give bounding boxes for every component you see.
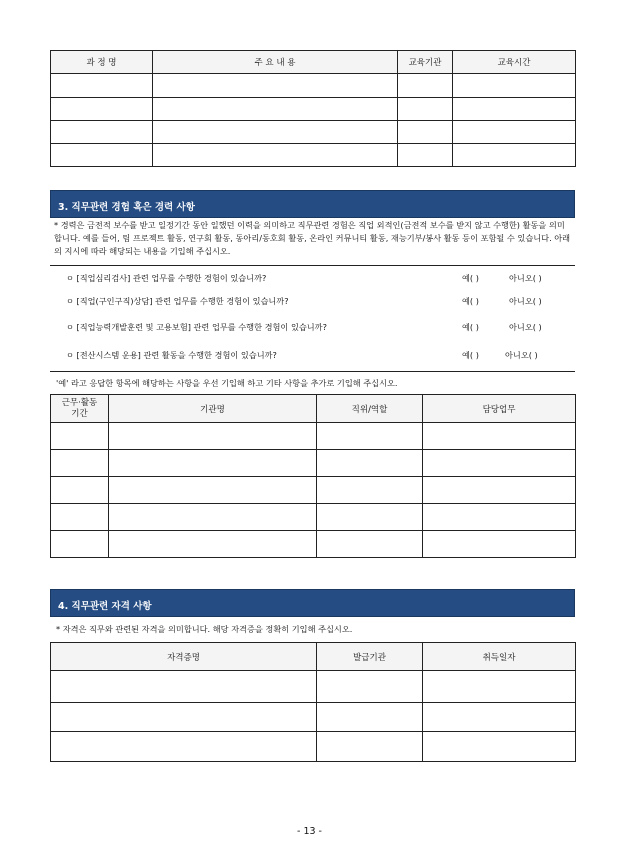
question-2: ㅇ [직업(구인구직)상담] 관련 업무를 수행한 경험이 있습니까? xyxy=(66,296,289,306)
cell[interactable] xyxy=(109,450,317,477)
table-row xyxy=(51,732,576,762)
header-period: 근무·활동 기간 xyxy=(51,395,109,423)
cell[interactable] xyxy=(153,144,398,167)
cell[interactable] xyxy=(453,74,576,98)
header-certificate: 자격증명 xyxy=(51,643,317,671)
section4-title: 4. 직무관련 자격 사항 xyxy=(50,589,575,617)
table-row xyxy=(51,477,576,504)
section3-note: * 경력은 금전적 보수를 받고 일정기간 동안 일했던 이력을 의미하고 직무관련 경험은 직업 외적인(금전적 보수를 받지 않고 수행한) 활동을 의미합니다. 예를 들어, 팀 프로젝트 활동, 연구회 활동, 동아리/동호회 활동, 온라인 커뮤니티 활동, 재능기부/봉사 활동 등이 포함될 수 있습니다. 아래의 지시에 따라 해당되는 내용을 기입해 주십시오. xyxy=(54,220,571,256)
cell[interactable] xyxy=(51,671,317,703)
table-row xyxy=(51,703,576,732)
table-row xyxy=(51,144,576,167)
yes-option-4[interactable]: 예( ) xyxy=(462,350,479,360)
section3-title: 3. 직무관련 경험 혹은 경력 사항 xyxy=(50,190,575,218)
cell[interactable] xyxy=(109,477,317,504)
header-organization: 기관명 xyxy=(109,395,317,423)
page-number: - 13 - xyxy=(297,826,322,837)
no-option-1[interactable]: 아니오( ) xyxy=(509,273,542,283)
section3-instruction: '예' 라고 응답한 항목에 해당하는 사항을 우선 기입해 하고 기타 사항을 추가로 기입해 주십시오. xyxy=(56,378,398,388)
table-row xyxy=(51,531,576,558)
table-row xyxy=(51,423,576,450)
header-date: 취득일자 xyxy=(423,643,576,671)
table-row xyxy=(51,450,576,477)
cell[interactable] xyxy=(51,450,109,477)
yes-option-2[interactable]: 예( ) xyxy=(462,296,479,306)
cell[interactable] xyxy=(51,98,153,121)
header-hours: 교육시간 xyxy=(453,51,576,74)
cell[interactable] xyxy=(423,450,576,477)
cell[interactable] xyxy=(51,74,153,98)
cell[interactable] xyxy=(317,703,423,732)
cell[interactable] xyxy=(51,423,109,450)
cell[interactable] xyxy=(153,74,398,98)
question-1: ㅇ [직업심리검사] 관련 업무를 수행한 경험이 있습니까? xyxy=(66,273,267,283)
cell[interactable] xyxy=(317,504,423,531)
cell[interactable] xyxy=(398,121,453,144)
divider xyxy=(50,371,575,372)
header-content: 주 요 내 용 xyxy=(153,51,398,74)
cell[interactable] xyxy=(423,504,576,531)
training-table xyxy=(50,50,576,167)
table-row xyxy=(51,671,576,703)
cell[interactable] xyxy=(51,144,153,167)
table-row xyxy=(51,504,576,531)
question-4: ㅇ [전산시스템 운용] 관련 활동을 수행한 경험이 있습니까? xyxy=(66,350,277,360)
header-institution: 교육기관 xyxy=(398,51,453,74)
cell[interactable] xyxy=(317,531,423,558)
cell[interactable] xyxy=(51,703,317,732)
cell[interactable] xyxy=(453,144,576,167)
cell[interactable] xyxy=(317,732,423,762)
cell[interactable] xyxy=(317,423,423,450)
question-3: ㅇ [직업능력개발훈련 및 고용보험] 관련 업무를 수행한 경험이 있습니까? xyxy=(66,322,327,332)
no-option-2[interactable]: 아니오( ) xyxy=(509,296,542,306)
header-position: 직위/역할 xyxy=(317,395,423,423)
divider xyxy=(50,265,575,266)
cell[interactable] xyxy=(398,98,453,121)
certificate-table xyxy=(50,642,576,762)
experience-table xyxy=(50,394,576,558)
cell[interactable] xyxy=(423,671,576,703)
section4-note: * 자격은 직무와 관련된 자격을 의미합니다. 해당 자격증을 정확히 기입해 주십시오. xyxy=(56,624,353,634)
table-row xyxy=(51,121,576,144)
cell[interactable] xyxy=(109,531,317,558)
cell[interactable] xyxy=(317,450,423,477)
cell[interactable] xyxy=(109,504,317,531)
cell[interactable] xyxy=(453,98,576,121)
cell[interactable] xyxy=(317,477,423,504)
cell[interactable] xyxy=(423,423,576,450)
cell[interactable] xyxy=(153,98,398,121)
cell[interactable] xyxy=(51,477,109,504)
cell[interactable] xyxy=(51,531,109,558)
cell[interactable] xyxy=(423,732,576,762)
cell[interactable] xyxy=(423,477,576,504)
no-option-4[interactable]: 아니오( ) xyxy=(505,350,538,360)
cell[interactable] xyxy=(317,671,423,703)
cell[interactable] xyxy=(51,732,317,762)
cell[interactable] xyxy=(51,121,153,144)
cell[interactable] xyxy=(398,144,453,167)
cell[interactable] xyxy=(423,531,576,558)
cell[interactable] xyxy=(453,121,576,144)
header-course: 과 정 명 xyxy=(51,51,153,74)
yes-option-1[interactable]: 예( ) xyxy=(462,273,479,283)
cell[interactable] xyxy=(153,121,398,144)
no-option-3[interactable]: 아니오( ) xyxy=(509,322,542,332)
cell[interactable] xyxy=(398,74,453,98)
header-duty: 담당업무 xyxy=(423,395,576,423)
cell[interactable] xyxy=(109,423,317,450)
table-row xyxy=(51,98,576,121)
yes-option-3[interactable]: 예( ) xyxy=(462,322,479,332)
table-row xyxy=(51,74,576,98)
header-issuer: 발급기관 xyxy=(317,643,423,671)
cell[interactable] xyxy=(51,504,109,531)
cell[interactable] xyxy=(423,703,576,732)
